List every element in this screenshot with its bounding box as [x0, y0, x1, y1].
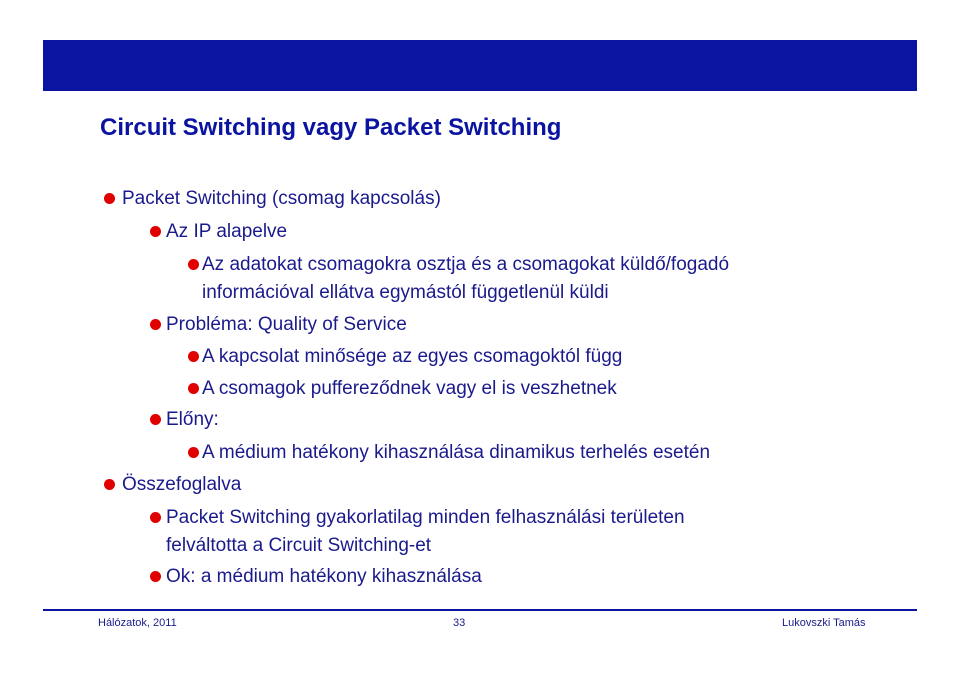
bullet-text: Probléma: Quality of Service: [166, 314, 407, 335]
footer-author: Lukovszki Tamás: [782, 617, 866, 629]
bullet-text: A kapcsolat minősége az egyes csomagoktól függ: [202, 346, 623, 367]
bullet-text: Előny:: [166, 409, 219, 430]
footer-divider: [43, 609, 917, 611]
bullet-text-continuation: felváltotta a Circuit Switching-et: [166, 535, 432, 556]
bullet-dot-icon: [150, 571, 161, 582]
bullet-dot-icon: [150, 414, 161, 425]
bullet-dot-icon: [188, 447, 199, 458]
bullet-text: A csomagok puffereződnek vagy el is veszhetnek: [202, 378, 617, 399]
footer-course: Hálózatok, 2011: [98, 617, 177, 629]
bullet-problem-qos: [150, 311, 407, 339]
bullet-dot-icon: [150, 512, 161, 523]
bullet-packet-description: [188, 251, 729, 307]
bullet-dot-icon: [188, 383, 199, 394]
bullet-buffering-loss: [188, 375, 617, 403]
bullet-dot-icon: [150, 319, 161, 330]
header-bar: [43, 40, 917, 91]
bullet-summary: [104, 471, 241, 499]
bullet-advantage: [150, 406, 219, 434]
bullet-text: A médium hatékony kihasználása dinamikus terhelés esetén: [202, 442, 711, 463]
bullet-text: Az IP alapelve: [166, 221, 288, 242]
bullet-text: Összefoglalva: [122, 474, 242, 495]
bullet-dot-icon: [104, 193, 115, 204]
bullet-dot-icon: [188, 351, 199, 362]
bullet-ip-principle: [150, 218, 287, 246]
bullet-connection-quality: [188, 343, 622, 371]
bullet-text: Ok: a médium hatékony kihasználása: [166, 566, 482, 587]
bullet-text: Az adatokat csomagokra osztja és a csomagokat küldő/fogadó: [202, 254, 730, 275]
slide-title: Circuit Switching vagy Packet Switching: [100, 114, 562, 141]
bullet-text: Packet Switching (csomag kapcsolás): [122, 188, 441, 209]
bullet-dot-icon: [104, 479, 115, 490]
bullet-packet-switching: [104, 185, 441, 213]
bullet-replacement: [150, 504, 685, 560]
bullet-dot-icon: [150, 226, 161, 237]
bullet-reason: [150, 563, 482, 591]
bullet-dot-icon: [188, 259, 199, 270]
footer-page-number: 33: [453, 617, 466, 629]
bullet-text-continuation: információval ellátva egymástól függetlenül küldi: [202, 282, 609, 303]
bullet-text: Packet Switching gyakorlatilag minden felhasználási területen: [166, 507, 685, 528]
bullet-medium-efficiency: [188, 439, 710, 467]
